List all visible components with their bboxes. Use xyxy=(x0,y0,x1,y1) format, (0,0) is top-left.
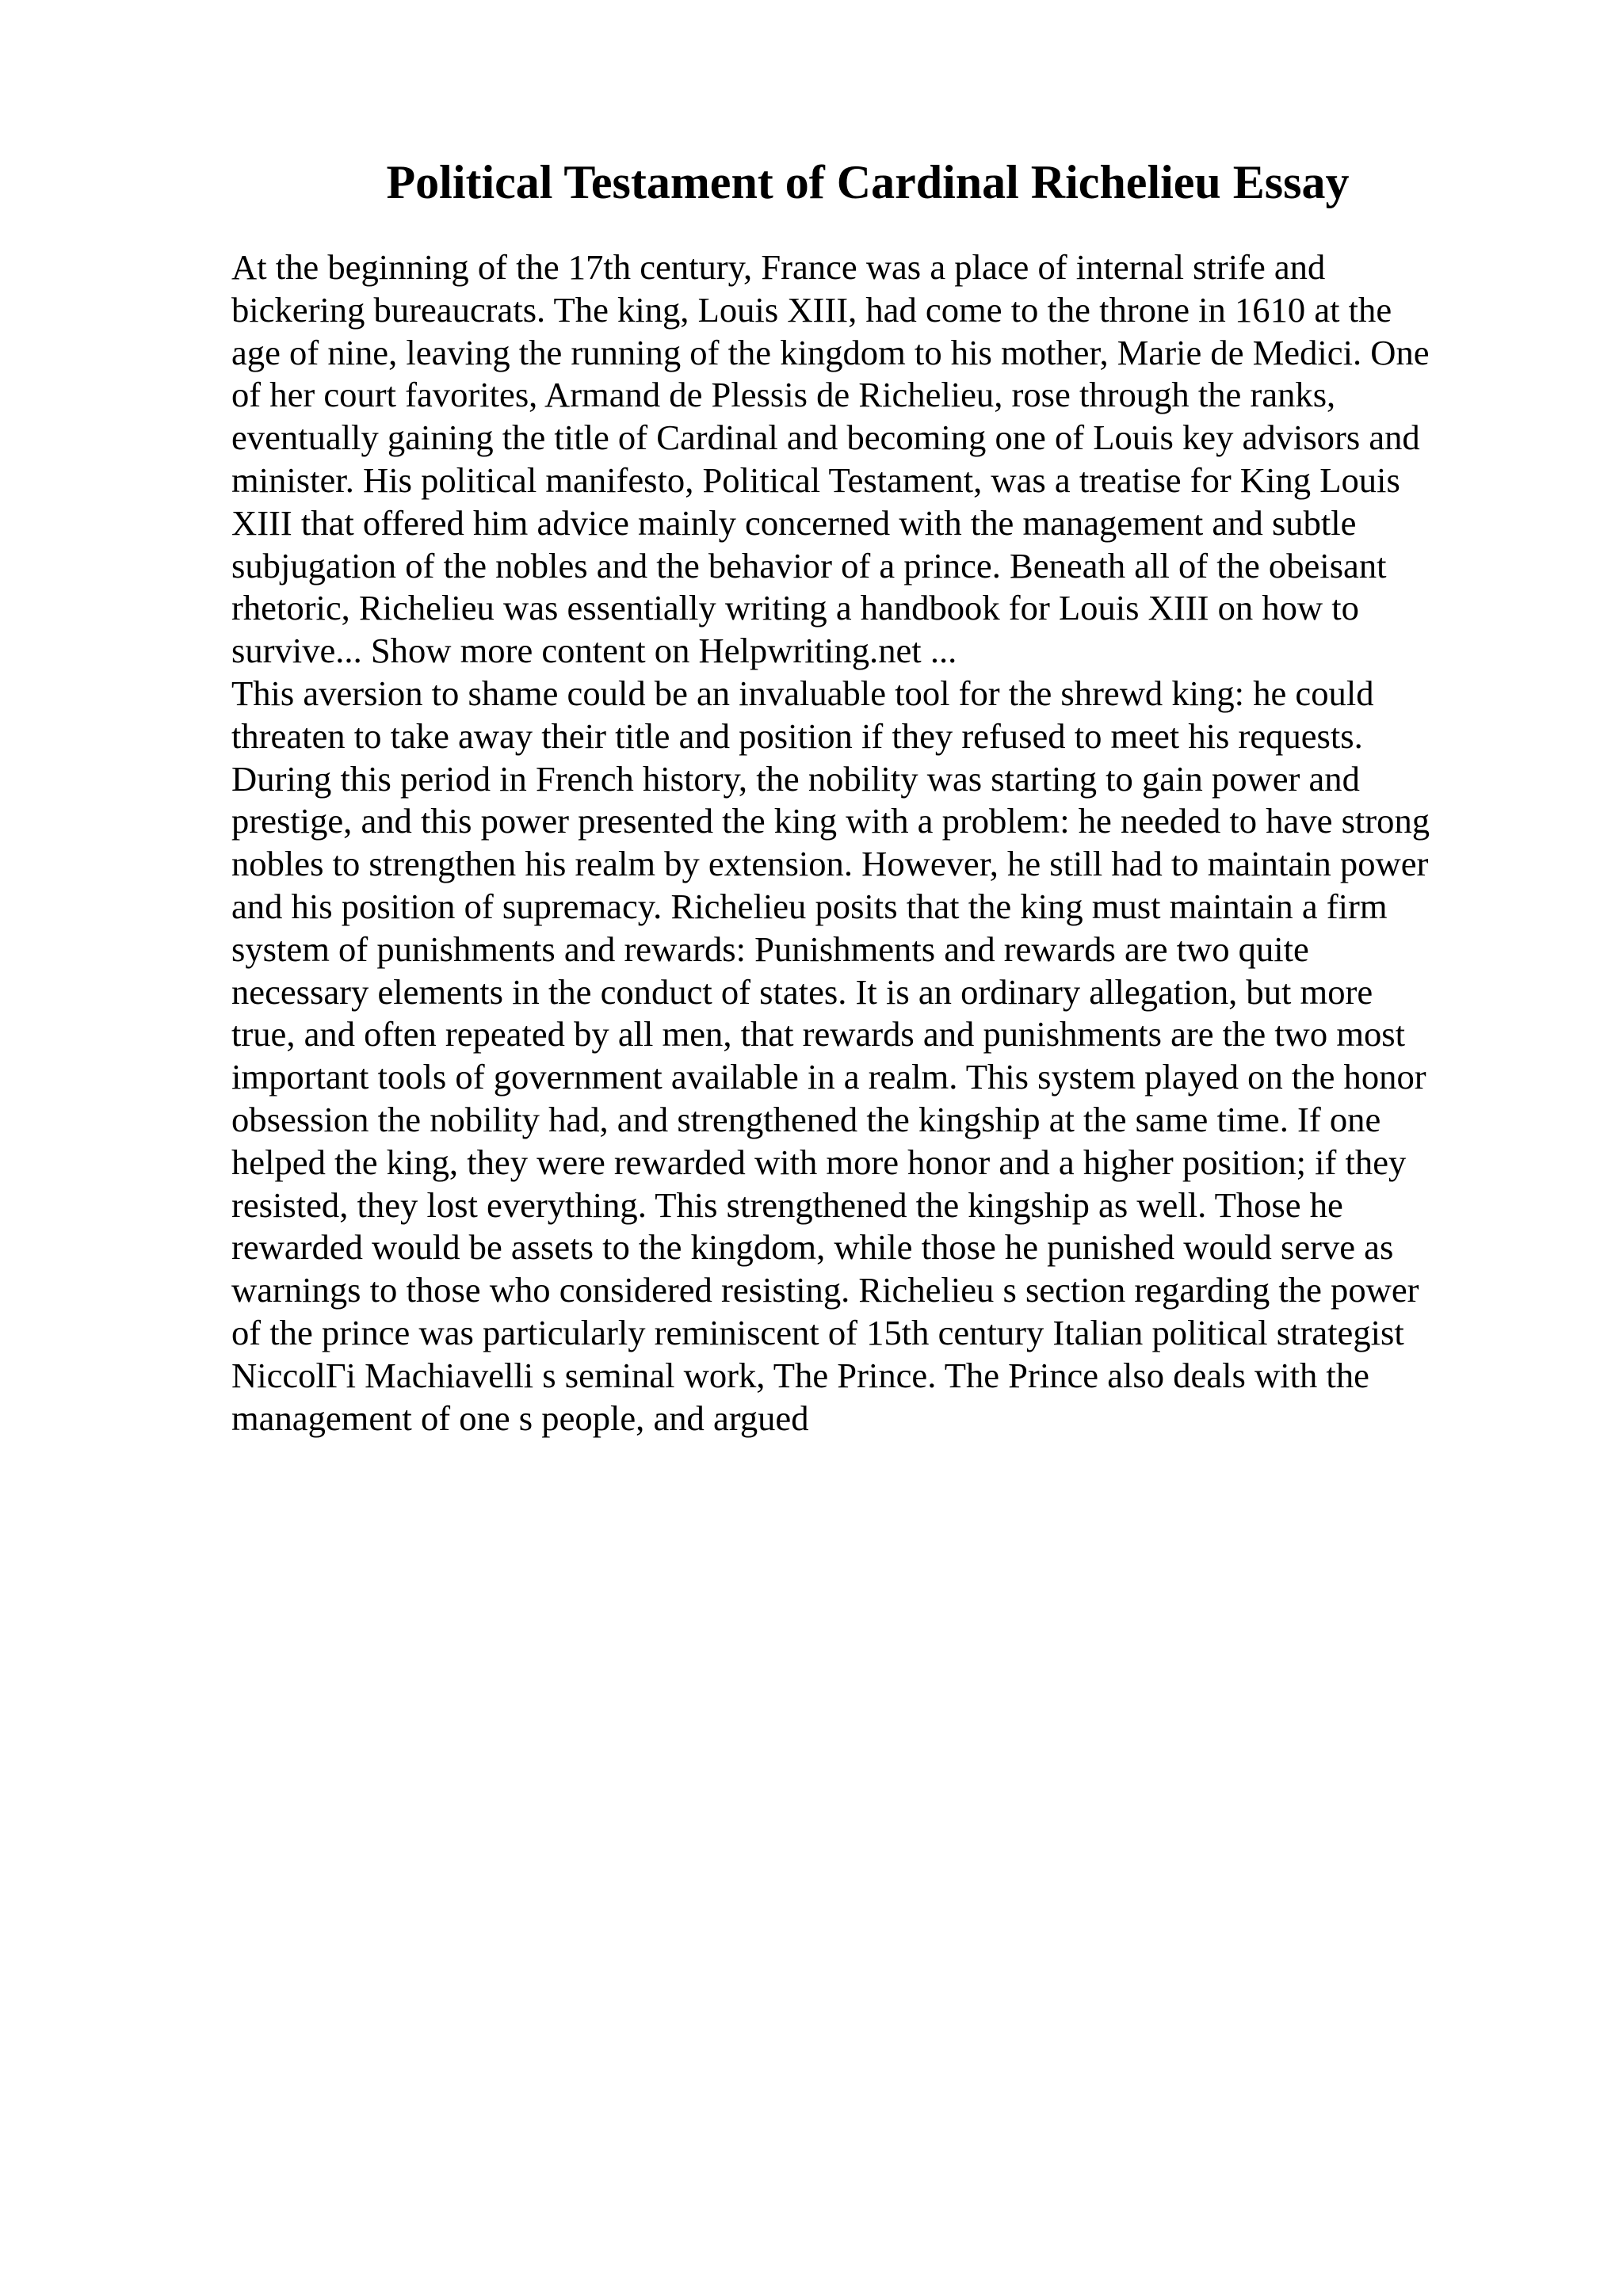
text-line: bickering bureaucrats. The king, Louis XIII, had come to the throne in 1610 at the xyxy=(231,289,1392,330)
text-line: age of nine, leaving the running of the kingdom to his mother, Marie de Medici. One xyxy=(231,332,1430,372)
text-line: warnings to those who considered resisting. Richelieu s section regarding the power xyxy=(231,1270,1419,1310)
text-line: nobles to strengthen his realm by extension. However, he still had to maintain power xyxy=(231,844,1429,884)
text-line: During this period in French history, the nobility was starting to gain power and xyxy=(231,758,1360,799)
essay-body xyxy=(231,246,1499,1440)
text-line: subjugation of the nobles and the behavior of a prince. Beneath all of the obeisant xyxy=(231,545,1387,585)
text-line: of the prince was particularly reminiscent of 15th century Italian political strategist xyxy=(231,1312,1404,1352)
text-line: rhetoric, Richelieu was essentially writing a handbook for Louis XIII on how to xyxy=(231,588,1359,628)
text-line: management of one s people, and argued xyxy=(231,1398,809,1438)
text-line: true, and often repeated by all men, that rewards and punishments are the two most xyxy=(231,1014,1406,1055)
text-line: At the beginning of the 17th century, France was a place of internal strife and xyxy=(231,247,1326,287)
text-line: obsession the nobility had, and strengthened the kingship at the same time. If one xyxy=(231,1099,1381,1139)
text-line: threaten to take away their title and position if they refused to meet his requests. xyxy=(231,715,1363,756)
text-line: of her court favorites, Armand de Plessis de Richelieu, rose through the ranks, xyxy=(231,375,1336,415)
text-line: system of punishments and rewards: Punishments and rewards are two quite xyxy=(231,929,1309,969)
text-line: survive... Show more content on Helpwriting.net ... xyxy=(231,631,957,671)
text-line: This aversion to shame could be an invaluable tool for the shrewd king: he could xyxy=(231,673,1374,713)
text-line: XIII that offered him advice mainly concerned with the management and subtle xyxy=(231,502,1357,543)
text-line: important tools of government available in a realm. This system played on the honor xyxy=(231,1057,1426,1097)
text-line: NiccolΓi Machiavelli s seminal work, The Prince. The Prince also deals with the xyxy=(231,1355,1369,1395)
text-line: helped the king, they were rewarded with more honor and a higher position; if they xyxy=(231,1142,1407,1182)
text-line: eventually gaining the title of Cardinal and becoming one of Louis key advisors and xyxy=(231,418,1420,458)
document-title: Political Testament of Cardinal Richelieu Essay xyxy=(386,156,1350,208)
text-line: necessary elements in the conduct of states. It is an ordinary allegation, but more xyxy=(231,971,1373,1012)
text-line: rewarded would be assets to the kingdom, while those he punished would serve as xyxy=(231,1227,1394,1268)
text-line: minister. His political manifesto, Political Testament, was a treatise for King Louis xyxy=(231,460,1400,500)
text-line: resisted, they lost everything. This strengthened the kingship as well. Those he xyxy=(231,1184,1343,1225)
text-line: and his position of supremacy. Richelieu posits that the king must maintain a firm xyxy=(231,886,1388,926)
text-line: prestige, and this power presented the king with a problem: he needed to have strong xyxy=(231,801,1430,841)
